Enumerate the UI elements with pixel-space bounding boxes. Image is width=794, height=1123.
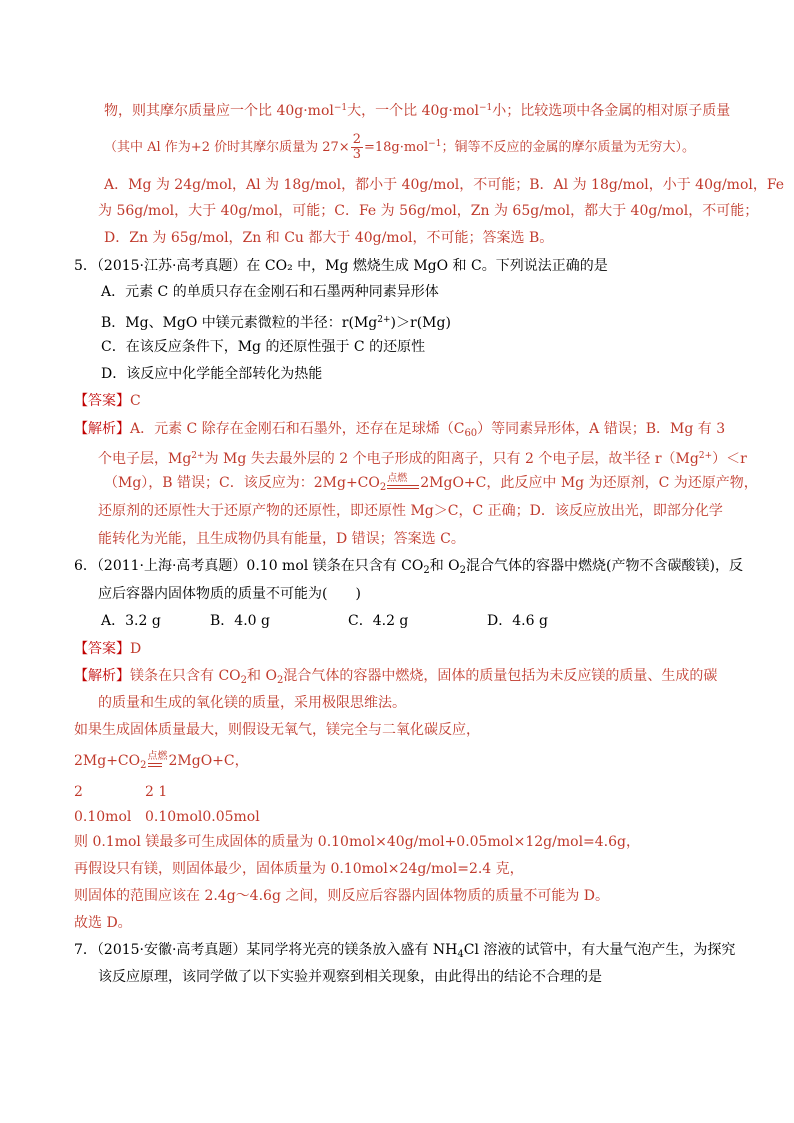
explanation-6-amount: 0.10mol0.05mol (145, 809, 260, 825)
question-7-stem: 7．（2015·安徽·高考真题）某同学将光亮的镁条放入盛有 $NH_4Cl$ 溶液的试管中，有大量气泡产生，为探究 (74, 942, 736, 960)
question-6-option-d: D．4.6 g (487, 613, 548, 629)
reaction-condition: 点燃 (387, 474, 419, 489)
question-6-option-b: B．4.0 g (210, 613, 270, 629)
explanation-6-line: 【解析】镁条在只含有 $CO_2$和 $O_2$混合气体的容器中燃烧，固体的质量包括为未反应镁的质量、生成的碳 (74, 668, 718, 686)
explanation-6-line: 再假设只有镁，则固体最少，固体质量为 0.10mol×24g/mol=2.4 克， (74, 861, 524, 877)
explanation-5-line: 还原剂的还原性大于还原产物的还原性，即还原性 Mg＞C，C 正确；D．该反应放出光，即部分化学 (98, 503, 723, 519)
answer-6: 【答案】D (74, 641, 142, 657)
question-6-stem: 应后容器内固体物质的质量不可能为( ) (98, 586, 361, 602)
question-6-option-a: A．3.2 g (101, 613, 161, 629)
question-5-option-b: B．Mg、MgO 中镁元素微粒的半径：$r(Mg^{2+})>r(Mg)$ (101, 315, 451, 331)
explanation-line: 物，则其摩尔质量应一个比 40g·mol$^{-1}$大，一个比 40g·mol$^{-1}$小；比较选项中各金属的相对原子质量 (104, 103, 731, 119)
question-5-option-d: D．该反应中化学能全部转化为热能 (101, 366, 323, 382)
reaction-condition: 点燃 (148, 752, 168, 767)
question-5-stem: 5．（2015·江苏·高考真题）在 CO₂ 中，Mg 燃烧生成 MgO 和 C。下列说法正确的是 (74, 258, 608, 274)
explanation-line: （其中 Al 作为+2 价时其摩尔质量为 27× $\frac{2}{3}$ =18g·mol$^{-1}$；铜等不反应的金属的摩尔质量为无穷大）。 (104, 132, 695, 162)
explanation-6-line: 则固体的范围应该在 2.4g～4.6g 之间，则反应后容器内固体物质的质量不可能为 D。 (74, 888, 610, 904)
answer-5: 【答案】C (74, 393, 141, 409)
explanation-5-line: （Mg），B 错误；C．该反应为：$2Mg+CO_2$ 点燃 2MgO+C，此反应中 Mg 为还原剂，C 为还原产物， (104, 473, 758, 493)
explanation-5-line: 能转化为光能，且生成物仍具有能量，D 错误；答案选 C。 (98, 531, 465, 547)
fraction: $\frac{2}{3}$ (352, 132, 361, 162)
explanation-line: D．Zn 为 65g/mol，Zn 和 Cu 都大于 40g/mol，不可能；答案选 B。 (104, 230, 554, 246)
explanation-6-coefficient: 2 1 (145, 784, 168, 800)
question-7-stem: 该反应原理，该同学做了以下实验并观察到相关现象，由此得出的结论不合理的是 (98, 969, 602, 985)
question-5-option-a: A．元素 C 的单质只存在金刚石和石墨两种同素异形体 (101, 284, 439, 300)
explanation-5-line: 个电子层，$Mg^{2+}$为 Mg 失去最外层的 2 个电子形成的阳离子，只有 2 个电子层，故半径 $r(Mg^{2+})<r$ (98, 451, 747, 467)
explanation-6-equation: $2Mg+CO_2$ 点燃 2MgO+C， (74, 751, 249, 771)
explanation-line: A．Mg 为 24g/mol，Al 为 18g/mol，都小于 40g/mol，不可能；B．Al 为 18g/mol，小于 40g/mol，Fe (104, 177, 785, 193)
question-6-stem: 6．（2011·上海·高考真题）0.10 mol 镁条在只含有 $CO_2$和 $O_2$混合气体的容器中燃烧(产物不含碳酸镁)，反 (74, 558, 743, 576)
explanation-5-line: 【解析】A．元素 C 除存在金刚石和石墨外，还存在足球烯$(C_{60})$等同素异形体，A 错误；B．Mg 有 3 (74, 421, 726, 439)
question-6-option-c: C．4.2 g (348, 613, 409, 629)
explanation-6-line: 则 0.1mol 镁最多可生成固体的质量为 0.10mol×40g/mol+0.05mol×12g/mol=4.6g， (74, 834, 641, 850)
explanation-6-line: 的质量和生成的氧化镁的质量，采用极限思维法。 (98, 695, 406, 711)
explanation-6-line: 故选 D。 (74, 915, 132, 931)
explanation-6-amount: 0.10mol (74, 809, 132, 825)
explanation-line: 为 56g/mol，大于 40g/mol，可能；C．Fe 为 56g/mol，Zn 为 65g/mol，都大于 40g/mol，不可能； (98, 203, 759, 219)
explanation-6-coefficient: 2 (74, 784, 83, 800)
question-5-option-c: C．在该反应条件下，Mg 的还原性强于 C 的还原性 (101, 339, 426, 355)
explanation-6-line: 如果生成固体质量最大，则假设无氧气，镁完全与二氧化碳反应， (74, 722, 480, 738)
